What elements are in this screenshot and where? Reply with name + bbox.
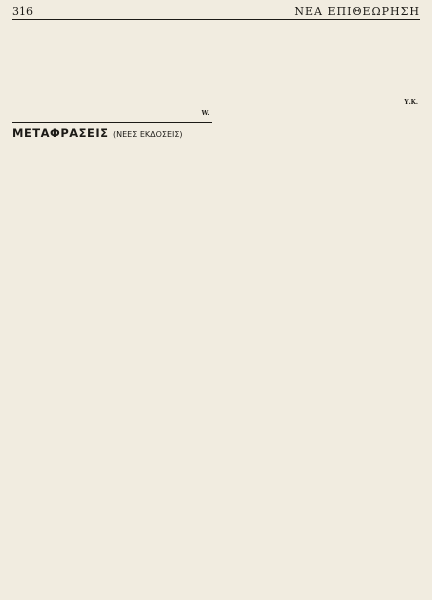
text-columns: [12, 23, 420, 597]
author-signature: Υ.Κ.: [404, 98, 418, 106]
book-entry: [12, 144, 212, 161]
review-paragraph: [12, 163, 212, 172]
article-paragraph: [12, 98, 212, 107]
review-paragraph: [221, 76, 421, 85]
section-title: ΜΕΤΑΦΡΑΣΕΙΣ: [12, 125, 109, 140]
review-paragraph: [221, 23, 421, 32]
right-column: [221, 23, 421, 597]
article-paragraph: [12, 76, 212, 85]
review-paragraph: [221, 55, 421, 64]
review-paragraph: [221, 66, 421, 75]
article-paragraph: [12, 87, 212, 96]
page-number: 316: [12, 5, 33, 18]
review-paragraph: [221, 44, 421, 53]
article-paragraph: [12, 23, 212, 32]
section-divider: [12, 122, 212, 123]
author-signature: W.: [201, 109, 210, 117]
section-heading: [12, 127, 212, 141]
review-paragraph: [12, 173, 212, 182]
review-paragraph: [221, 87, 421, 96]
running-header: [12, 5, 420, 20]
article-paragraph: [12, 34, 212, 43]
section-subtitle: (ΝΕΕΣ ΕΚΔΟΣΕΙΣ): [113, 129, 183, 139]
review-paragraph: [221, 34, 421, 43]
left-column: [12, 23, 212, 597]
journal-title: ΝΕΑ ΕΠΙΘΕΩΡΗΣΗ: [294, 5, 420, 18]
article-paragraph: [12, 66, 212, 75]
article-paragraph: [12, 55, 212, 64]
article-paragraph: [12, 44, 212, 53]
